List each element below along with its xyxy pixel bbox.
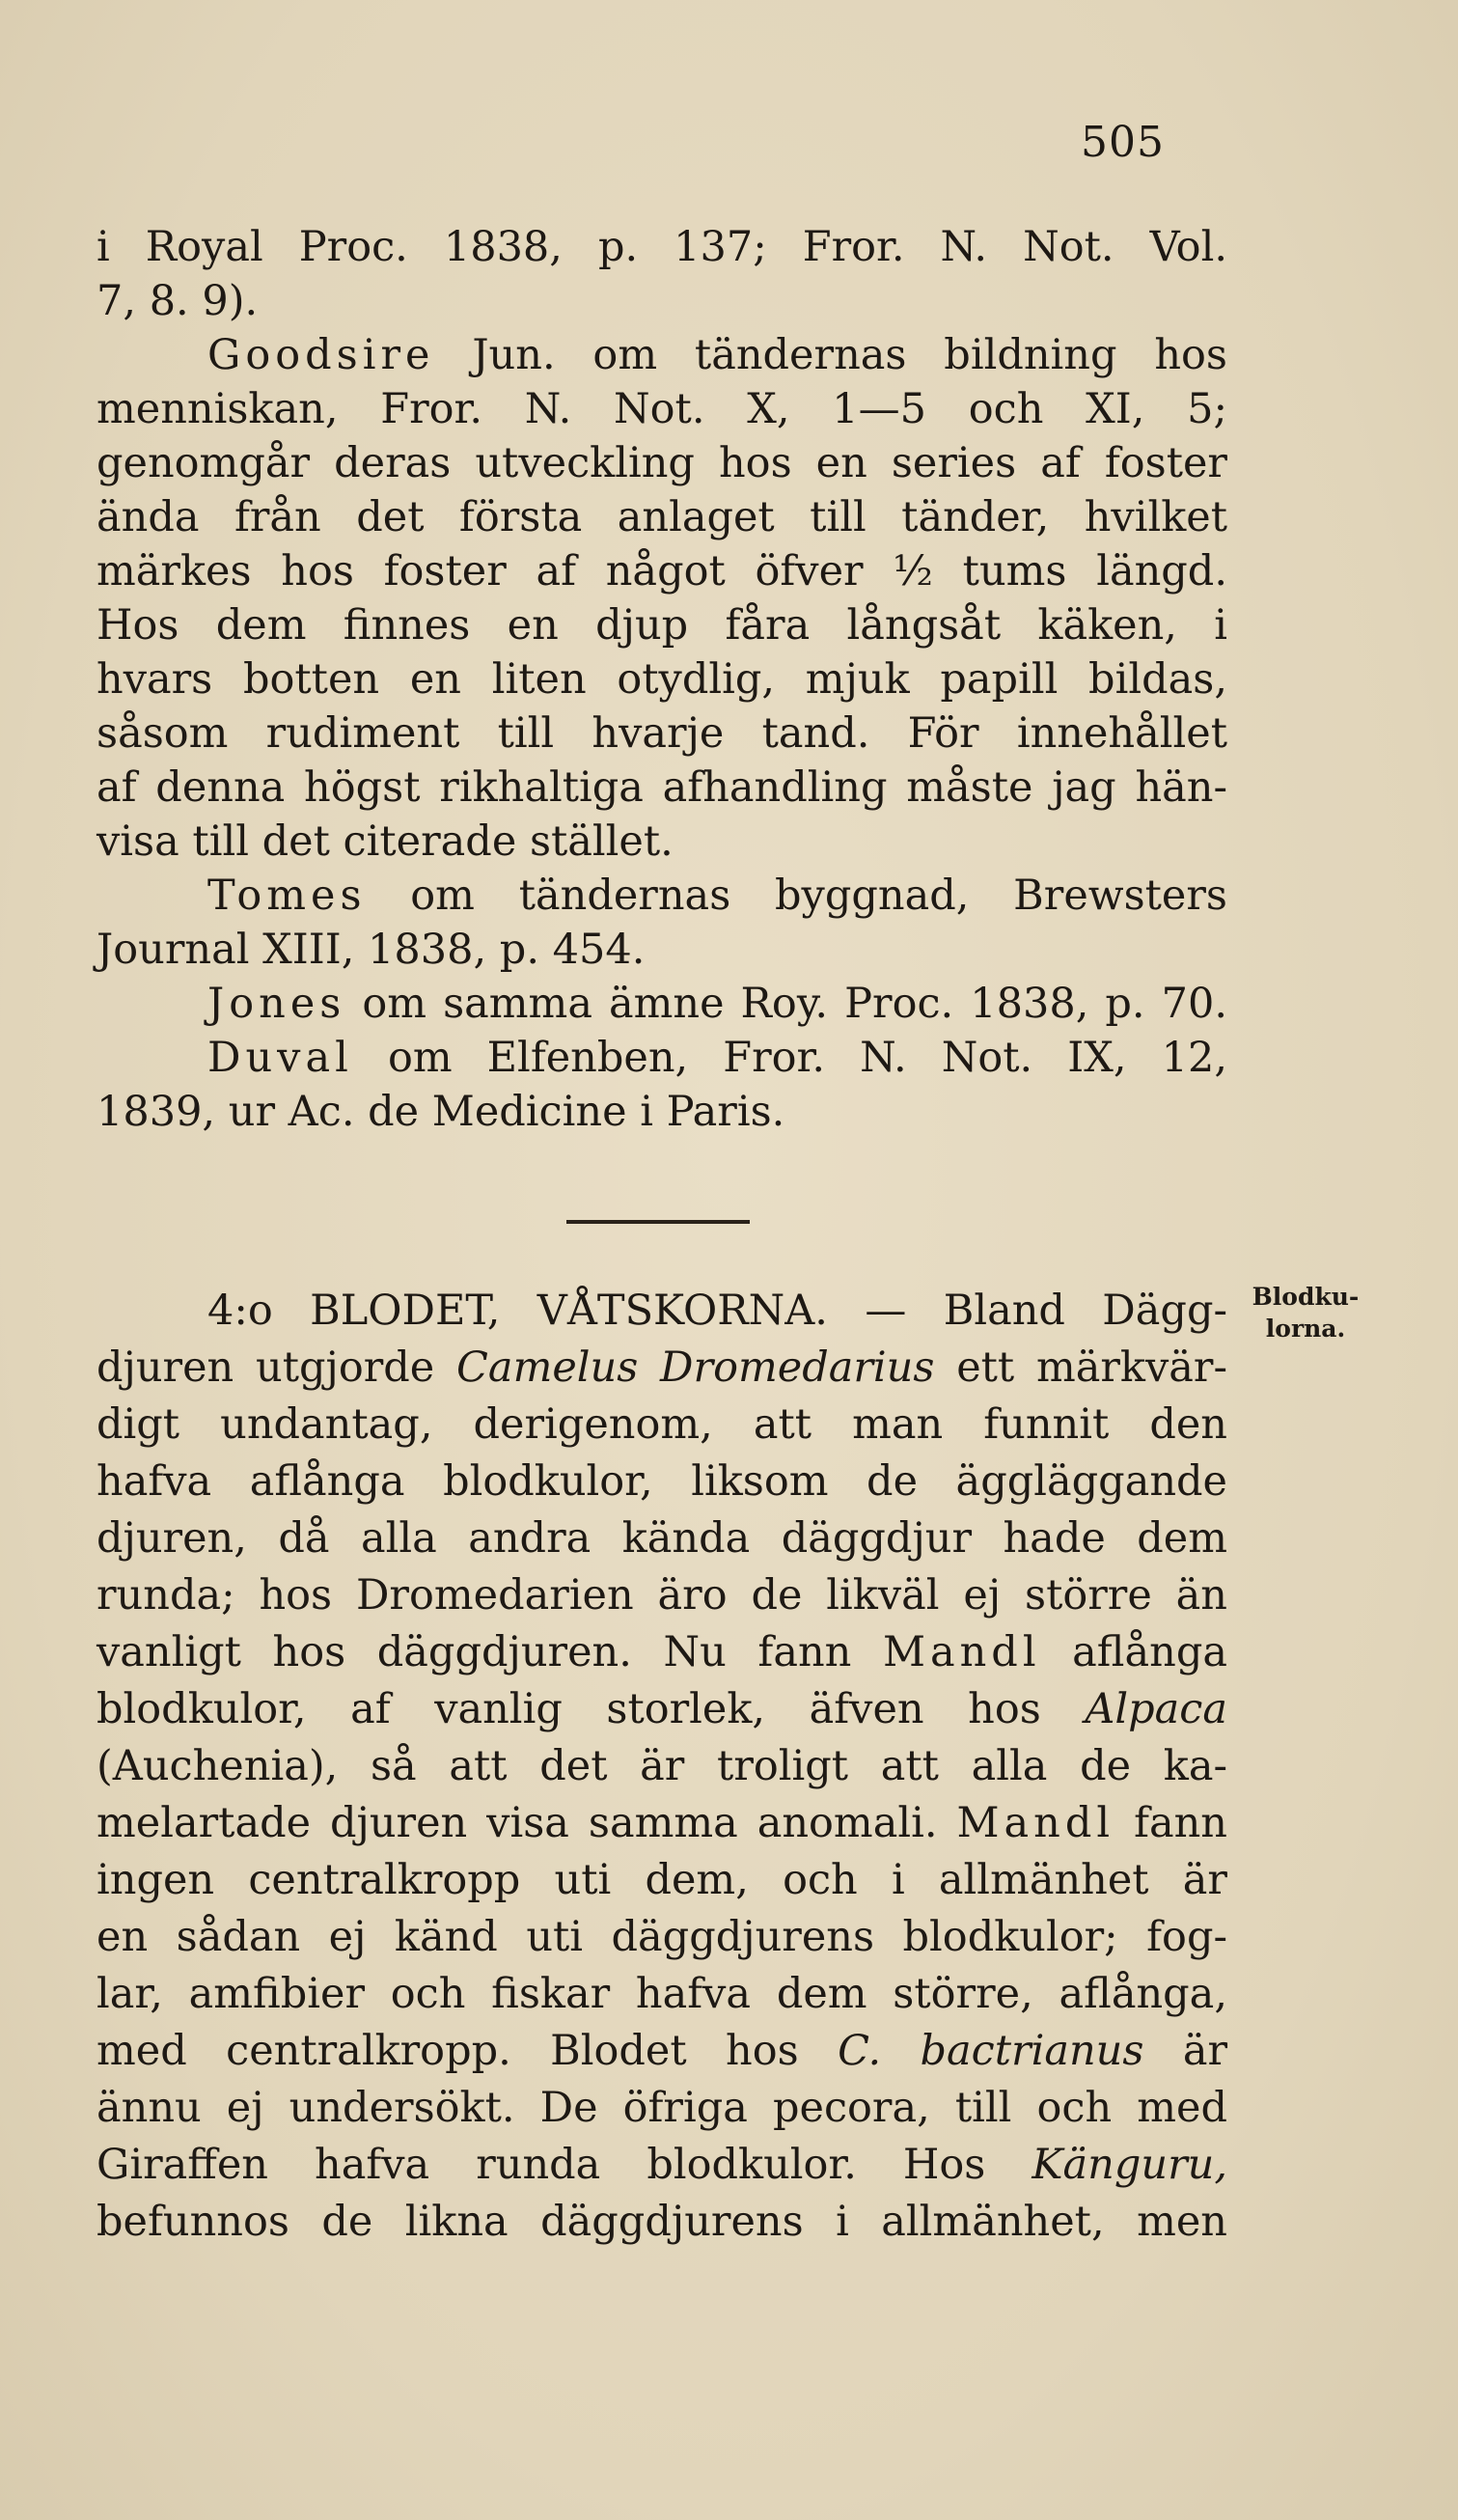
reference-text: Jun. om tändernas bildning hos [472,331,1227,379]
text-line: menniskan, Fror. N. Not. X, 1—5 och XI, 5; [96,385,1227,433]
text-span: djuren utgjorde [96,1343,435,1392]
species-name: Alpaca [1085,1685,1227,1733]
text-span: är [1182,2027,1228,2075]
text-line: 7, 8. 9). [96,277,259,325]
reference-duval [96,1029,1227,1087]
text-line: visa till det citerade stället. [96,817,674,866]
text-span: aflånga [1072,1628,1227,1676]
page-number: 505 [1081,118,1165,167]
section-divider [566,1220,750,1224]
text-line: runda; hos Dromedarien äro de likväl ej större än [96,1571,1227,1620]
text-span: Giraffen hafva runda blodkulor. Hos [96,2141,986,2189]
author-name: Tomes [207,872,367,920]
author-name: Mandl [956,1799,1115,1847]
text-span: fann [1134,1799,1228,1847]
margin-note-line: Blodku- [1252,1283,1360,1311]
reference-text: om Elfenben, Fror. N. Not. IX, 12, [387,1034,1228,1082]
reference-text: om tändernas byggnad, Brewsters [410,872,1227,920]
reference-text: om samma ämne Roy. Proc. 1838, p. 70. [362,980,1227,1028]
text-line: i Royal Proc. 1838, p. 137; Fror. N. Not. Vol. [96,223,1227,271]
reference-tomes [96,867,1227,925]
text-span: ett märkvär- [956,1343,1228,1392]
text-line: hvars botten en liten otydlig, mjuk papill bildas, [96,655,1227,704]
species-name: Känguru, [1032,2141,1227,2189]
text-line [96,1680,1227,1738]
reference-jones [96,975,1227,1033]
text-line: lar, amfibier och fiskar hafva dem större, aflånga, [96,1970,1227,2018]
margin-note [1238,1281,1373,1344]
text-line [96,1339,1227,1397]
author-name: Goodsire [207,331,435,379]
text-line [96,2136,1227,2194]
text-line: Journal XIII, 1838, p. 454. [96,926,646,974]
text-line: såsom rudiment till hvarje tand. För innehållet [96,709,1227,758]
text-line: 1839, ur Ac. de Medicine i Paris. [96,1088,785,1136]
margin-note-line: lorna. [1265,1315,1346,1343]
section-heading-line: 4:o BLODET, VÅTSKORNA. — Bland Dägg- [207,1287,1227,1335]
text-line: genomgår deras utveckling hos en series af foster [96,439,1227,487]
text-line: af denna högst rikhaltiga afhandling måste jag hän- [96,763,1227,812]
text-line [96,2022,1227,2080]
text-line: ännu ej undersökt. De öfriga pecora, till och med [96,2084,1227,2132]
author-name: Mandl [882,1628,1041,1676]
species-name: C. bactrianus [838,2027,1144,2075]
text-line: märkes hos foster af något öfver ½ tums längd. [96,547,1227,595]
text-line: ingen centralkropp uti dem, och i allmänhet är [96,1856,1227,1904]
text-span: blodkulor, af vanlig storlek, äfven hos [96,1685,1041,1733]
reference-goodsir [96,326,1227,384]
text-line: en sådan ej känd uti däggdjurens blodkulor; fog- [96,1913,1227,1961]
text-line [96,1794,1227,1852]
author-name: Jones [207,980,346,1028]
text-span: melartade djuren visa samma anomali. [96,1799,938,1847]
text-line: Hos dem finnes en djup fåra långsåt käken, i [96,601,1227,650]
text-span: vanligt hos däggdjuren. Nu fann [96,1628,852,1676]
text-line: djuren, då alla andra kända däggdjur hade dem [96,1514,1227,1563]
author-name: Duval [207,1034,353,1082]
text-line: ända från det första anlaget till tänder, hvilket [96,493,1227,541]
text-line: befunnos de likna däggdjurens i allmänhet, men [96,2198,1227,2246]
text-line: (Auchenia), så att det är troligt att alla de ka- [96,1742,1227,1790]
text-span: med centralkropp. Blodet hos [96,2027,799,2075]
text-line: hafva aflånga blodkulor, liksom de äggläggande [96,1457,1227,1506]
text-line: digt undantag, derigenom, att man funnit den [96,1400,1227,1449]
species-name: Camelus Dromedarius [456,1343,935,1392]
text-line [96,1623,1227,1681]
